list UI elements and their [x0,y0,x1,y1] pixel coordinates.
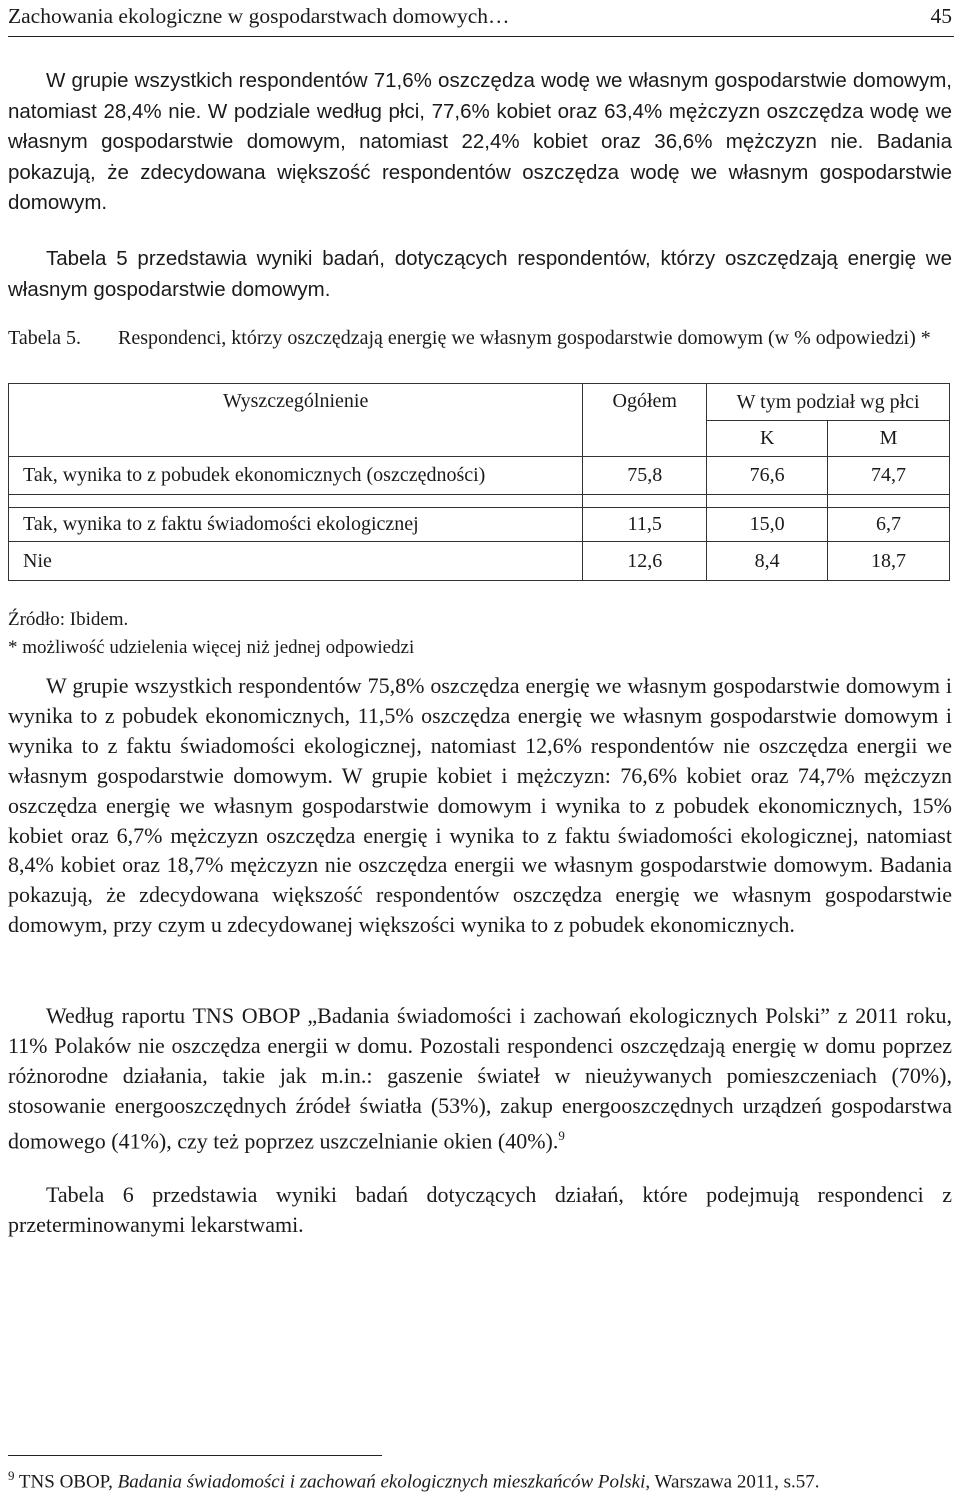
header-item: Wyszczególnienie [9,384,583,457]
header-male: M [828,421,950,457]
running-header [8,0,954,37]
header-total: Ogółem [583,384,707,457]
footnote-suffix: , Warszawa 2011, s.57. [645,1471,820,1493]
table-label: Tabela 5. [8,327,82,349]
table-row [9,508,950,542]
row-male: 74,7 [828,457,950,495]
table-note: * możliwość udzielenia więcej niż jednej odpowiedzi [8,637,415,658]
row-label: Tak, wynika to z pobudek ekonomicznych (oszczędności) [9,457,583,495]
paragraph-table6-intro: Tabela 6 przedstawia wyniki badań dotyczących działań, które podejmują respondenci z przeterminowanymi lekarstwami. [8,1182,952,1237]
footnote-reference: 9 [558,1127,565,1143]
paragraph-table-intro: Tabela 5 przedstawia wyniki badań, dotyczących respondentów, którzy oszczędzają energię we własnym gospodarstwie domowym. [8,247,952,301]
table-source: Źródło: Ibidem. [8,609,129,630]
table-spacer-row [9,495,950,508]
row-label: Tak, wynika to z faktu świadomości ekologicznej [9,508,583,542]
row-female: 15,0 [707,508,828,542]
row-total: 12,6 [583,542,707,581]
paragraph-tns-report-text: Według raportu TNS OBOP „Badania świadomości i zachowań ekologicznych Polski” z 2011 roku, 11% Polaków nie oszczędza energii w domu. Pozostali respondenci oszczędzają energię w domu poprzez różnorodne działania, takie jak m.in.: gaszenie świateł w nieużywanych pomieszczeniach (70%), stosowanie energooszczędnych źródeł światła (53%), zakup energooszczędnych urządzeń gospodarstwa domowego (41%), czy też poprzez uszczelnianie okien (40%). [8,1003,952,1153]
table-caption-text: Respondenci, którzy oszczędzają energię we własnym gospodarstwie domowym (w % odpowiedzi) * [118,327,931,349]
table-row [9,542,950,581]
row-female: 76,6 [707,457,828,495]
header-female: K [707,421,828,457]
table-row [9,457,950,495]
row-label: Nie [9,542,583,581]
row-male: 18,7 [828,542,950,581]
header-gender-group: W tym podział wg płci [707,384,950,421]
row-total: 11,5 [583,508,707,542]
footnote-title: Badania świadomości i zachowań ekologicznych mieszkańców Polski [117,1471,646,1493]
row-female: 8,4 [707,542,828,581]
footnote-number: 9 [8,1468,15,1483]
paragraph-tns-report [8,1001,952,1156]
page-number: 45 [930,4,952,28]
paragraph-water: W grupie wszystkich respondentów 71,6% oszczędza wodę we własnym gospodarstwie domowym, natomiast 28,4% nie. W podziale według płci, 77,6% kobiet oraz 63,4% mężczyzn oszczędza wodę we własnym gospodarstwie domowym, natomiast 22,4% kobiet oraz 36,6% mężczyzn nie. Badania pokazują, że zdecydowana większość respondentów oszczędza wodę we własnym gospodarstwie domowym. [8,69,952,215]
footnote [8,1468,820,1493]
footnote-divider [8,1455,382,1456]
row-total: 75,8 [583,457,707,495]
row-male: 6,7 [828,508,950,542]
energy-saving-table [8,383,950,581]
table-header-row [9,384,950,421]
paragraph-energy-results: W grupie wszystkich respondentów 75,8% oszczędza energię we własnym gospodarstwie domowym i wynika to z pobudek ekonomicznych, 11,5% oszczędza energię we własnym gospodarstwie domowym i wynika to z faktu świadomości ekologicznej, natomiast 12,6% respondentów nie oszczędza energii we własnym gospodarstwie domowym. W grupie kobiet i mężczyzn: 76,6% kobiet oraz 74,7% mężczyzn oszczędza energię we własnym gospodarstwie domowym i wynika to z pobudek ekonomicznych, 15% kobiet oraz 6,7% mężczyzn oszczędza energię i wynika to z faktu świadomości ekologicznej, natomiast 8,4% kobiet oraz 18,7% mężczyzn nie oszczędza energii we własnym gospodarstwie domowym. Badania pokazują, że zdecydowana większość respondentów oszczędza energię we własnym gospodarstwie domowym, przy czym u zdecydowanej większości wynika to z pobudek ekonomicznych. [8,673,952,938]
header-title: Zachowania ekologiczne w gospodarstwach domowych… [8,4,510,28]
footnote-prefix: TNS OBOP, [18,1471,118,1493]
